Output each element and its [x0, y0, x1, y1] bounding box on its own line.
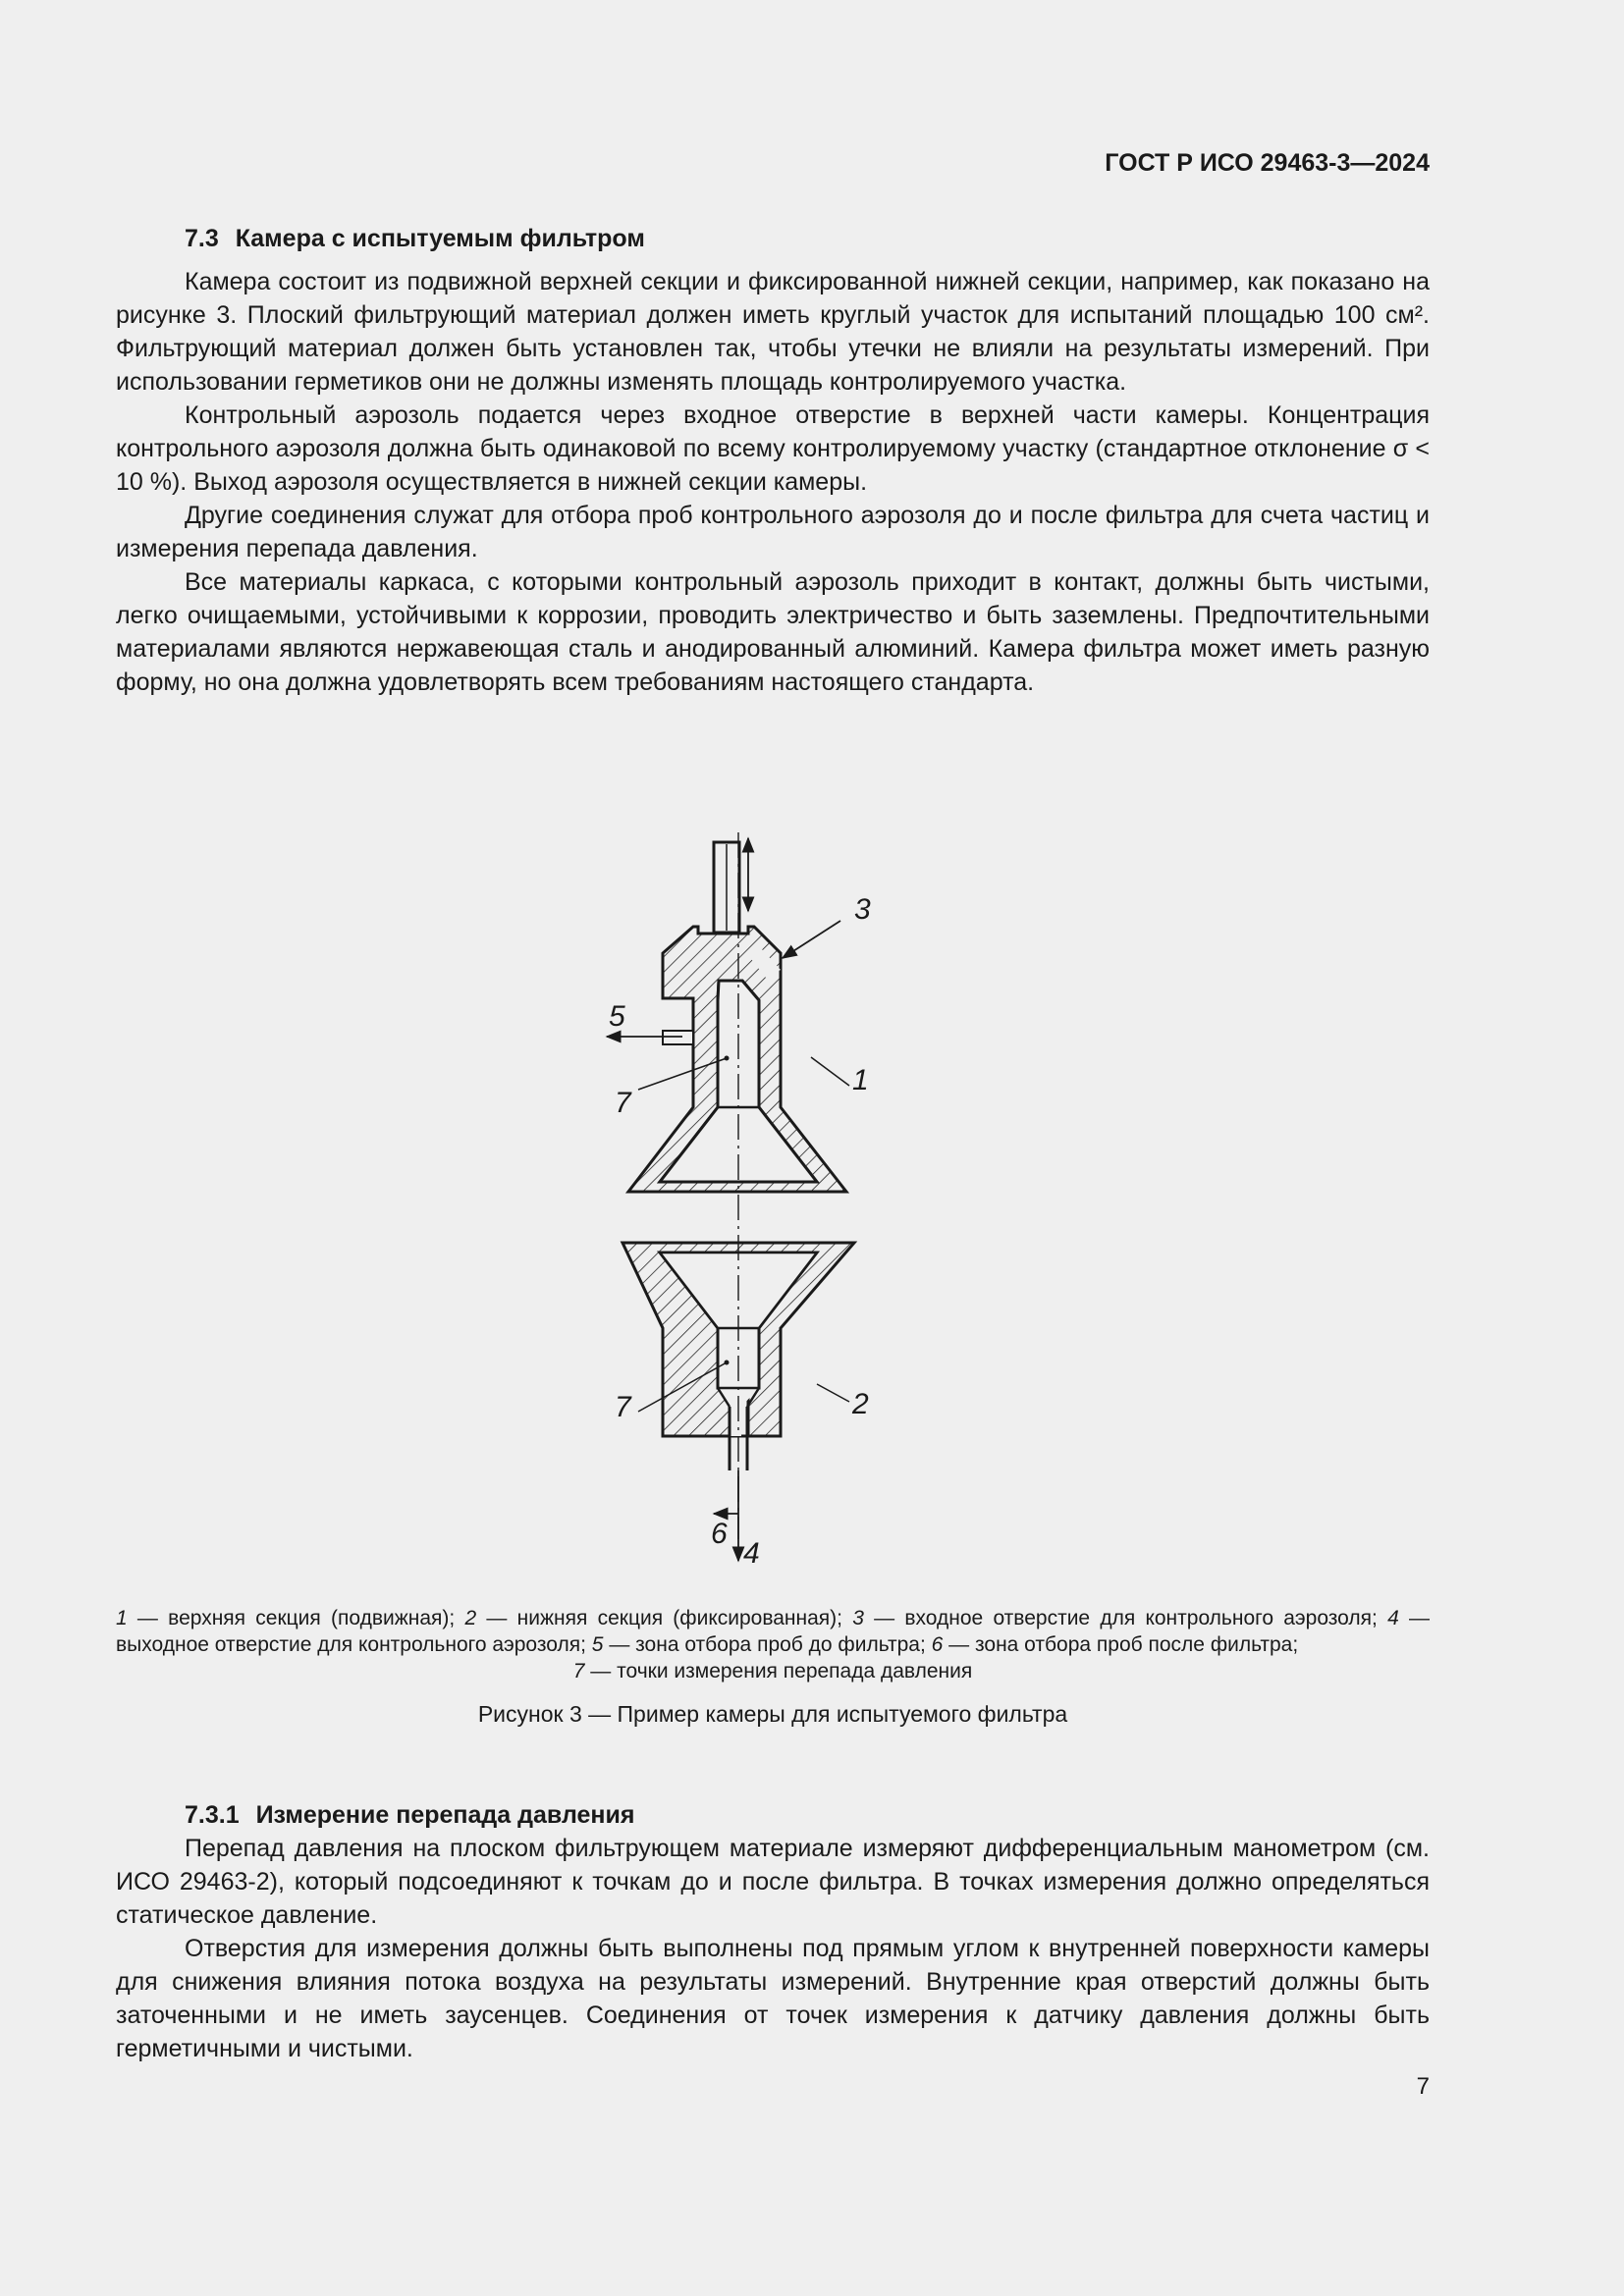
paragraph: Перепад давления на плоском фильтрующем материале измеряют дифференциальным манометром (см. ИСО 29463-2), который подсоединяют к точкам до и после фильтра. В точках измерения должно определяться статическое давление.: [116, 1835, 1430, 1929]
label-6: 6: [711, 1518, 728, 1550]
legend-num: 3: [852, 1607, 864, 1629]
paragraph: Контрольный аэрозоль подается через входное отверстие в верхней части камеры. Концентрация контрольного аэрозоля должна быть одинаковой по всему контролируемому участку (стандартное отклонение σ < 10 %). Выход аэрозоля осуществляется в нижней секции камеры.: [116, 401, 1430, 496]
legend-num: 6: [931, 1633, 944, 1656]
legend-text: — выходное отверстие для контрольного аэрозоля;: [116, 1607, 1430, 1656]
label-4: 4: [743, 1537, 760, 1569]
paragraph: Все материалы каркаса, с которыми контрольный аэрозоль приходит в контакт, должны быть чистыми, легко очищаемыми, устойчивыми к коррозии, проводить электричество и быть заземлены. Предпочтительными материалами являются нержавеющая сталь и анодированный алюминий. Камера фильтра может иметь разную форму, но она должна удовлетворять всем требованиям настоящего стандарта.: [116, 568, 1430, 696]
subsection-number: 7.3.1: [185, 1801, 240, 1829]
label-2: 2: [852, 1388, 869, 1420]
label-7-upper: 7: [615, 1087, 631, 1119]
section-number: 7.3: [185, 225, 219, 252]
legend-text: — зона отбора проб после фильтра;: [943, 1633, 1299, 1656]
section-title: Камера с испытуемым фильтром: [235, 225, 645, 252]
legend-num: 2: [464, 1607, 477, 1629]
subsection-title: Измерение перепада давления: [255, 1801, 635, 1829]
section-heading: [116, 222, 1430, 255]
subsection-heading: [116, 1798, 1430, 1832]
legend-text: — входное отверстие для контрольного аэрозоля;: [863, 1607, 1388, 1629]
legend-text: — точки измерения перепада давления: [584, 1660, 973, 1682]
legend-num: 1: [116, 1607, 128, 1629]
legend-text: — верхняя секция (подвижная);: [127, 1607, 465, 1629]
label-7-lower: 7: [615, 1391, 631, 1423]
legend-num: 4: [1387, 1607, 1399, 1629]
figure-3-chamber-drawing: [589, 832, 962, 1569]
upper-section: [589, 842, 871, 1192]
legend-num: 5: [591, 1633, 604, 1656]
legend-text: — зона отбора проб до фильтра;: [603, 1633, 932, 1656]
document-header: ГОСТ Р ИСО 29463-3—2024: [1105, 149, 1430, 177]
figure-caption: Рисунок 3 — Пример камеры для испытуемого фильтра: [477, 1701, 1068, 1727]
label-1: 1: [852, 1064, 869, 1096]
page-number: 7: [1416, 2073, 1430, 2100]
subsection-7-3-1: [116, 1798, 1430, 2065]
section-7-3: [116, 222, 1430, 699]
figure-legend: [116, 1605, 1430, 1684]
legend-num: 7: [572, 1660, 585, 1682]
label-3: 3: [854, 893, 871, 926]
paragraph: Отверстия для измерения должны быть выполнены под прямым углом к внутренней поверхности камеры для снижения влияния потока воздуха на результаты измерений. Внутренние края отверстий должны быть заточенными и не иметь заусенцев. Соединения от точек измерения к датчику давления должны быть герметичными и чистыми.: [116, 1935, 1430, 2062]
label-5: 5: [609, 1000, 625, 1033]
legend-text: — нижняя секция (фиксированная);: [476, 1607, 853, 1629]
paragraph: Камера состоит из подвижной верхней секции и фиксированной нижней секции, например, как показано на рисунке 3. Плоский фильтрующий материал должен иметь круглый участок для испытаний площадью 100 см². Фильтрующий материал должен быть установлен так, чтобы утечки не влияли на результаты измерений. При использовании герметиков они не должны изменять площадь контролируемого участка.: [116, 268, 1430, 396]
paragraph: Другие соединения служат для отбора проб контрольного аэрозоля до и после фильтра для счета частиц и измерения перепада давления.: [116, 502, 1430, 562]
